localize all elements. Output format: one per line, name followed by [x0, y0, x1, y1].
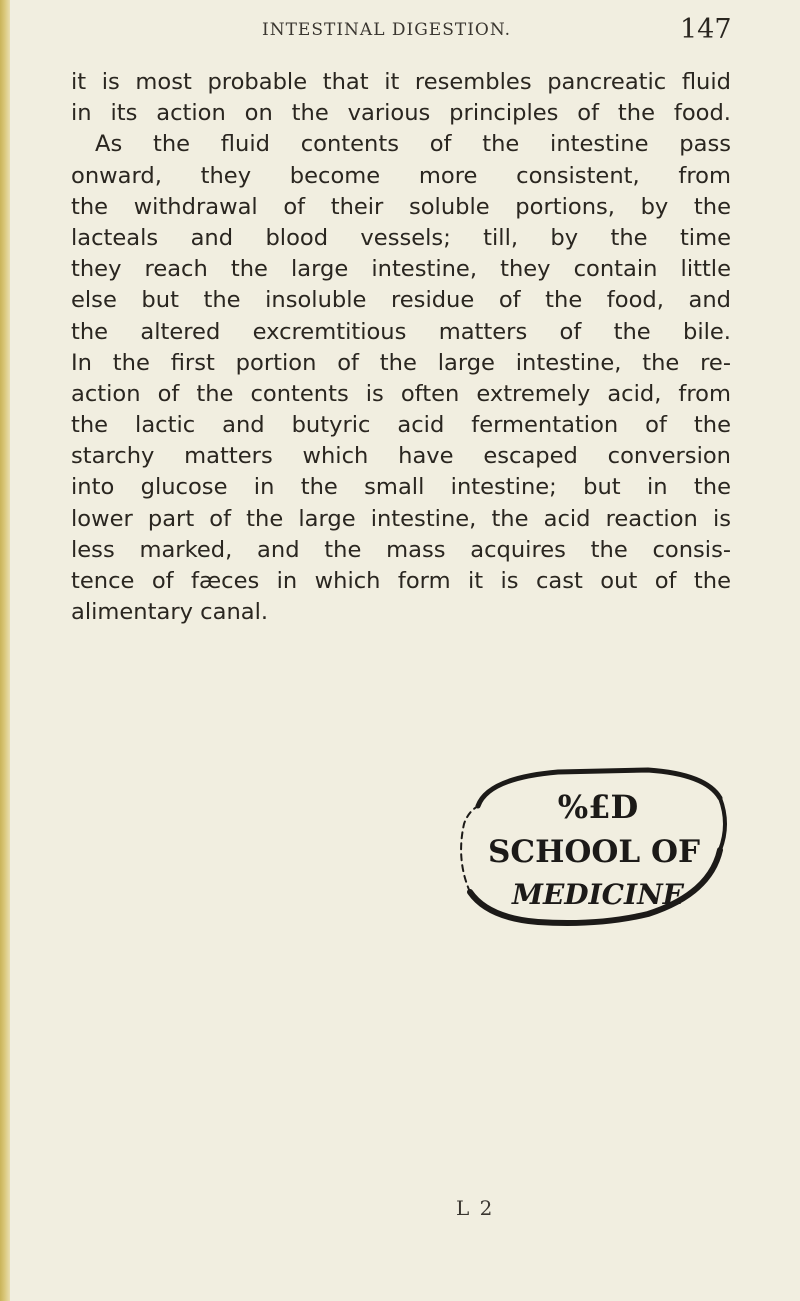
text-line: it is most probable that it resembles pancreatic fluid — [71, 69, 731, 95]
page-header — [0, 14, 800, 54]
text-line: the altered excremtitious matters of the bile. — [71, 318, 731, 345]
text-line: in its action on the various principles of the food. — [71, 100, 731, 127]
text-line: starchy matters which have escaped conversion — [71, 443, 731, 470]
text-line: onward, they become more consistent, from — [71, 162, 731, 189]
page-binding-edge — [0, 0, 10, 1301]
text-line: tence of fæces in which form it is cast out of the — [71, 568, 731, 594]
body-text — [71, 67, 731, 628]
text-line: the withdrawal of their soluble portions, by the — [71, 193, 731, 220]
stamp-bottom-text: MEDICINE — [511, 878, 685, 911]
text-line: action of the contents is often extremely acid, from — [71, 380, 731, 407]
text-line: else but the insoluble residue of the food, and — [71, 287, 731, 314]
text-line: less marked, and the mass acquires the consis- — [71, 536, 731, 563]
stamp-top-text: %£D — [557, 788, 639, 826]
library-stamp — [448, 764, 732, 932]
text-line: lower part of the large intestine, the acid reaction is — [71, 505, 731, 532]
stamp-middle-text: SCHOOL OF — [488, 834, 700, 870]
text-line: the lactic and butyric acid fermentation of the — [71, 412, 731, 439]
text-line: they reach the large intestine, they contain little — [71, 256, 731, 283]
text-line: lacteals and blood vessels; till, by the time — [71, 224, 731, 251]
page-number: 147 — [680, 14, 732, 45]
text-line: As the fluid contents of the intestine pass — [95, 131, 731, 158]
text-line: In the first portion of the large intestine, the re- — [71, 349, 731, 376]
running-title: INTESTINAL DIGESTION. — [262, 20, 512, 40]
signature-mark: L 2 — [456, 1196, 495, 1220]
text-line: into glucose in the small intestine; but in the — [71, 474, 731, 501]
text-line: alimentary canal. — [71, 599, 269, 626]
